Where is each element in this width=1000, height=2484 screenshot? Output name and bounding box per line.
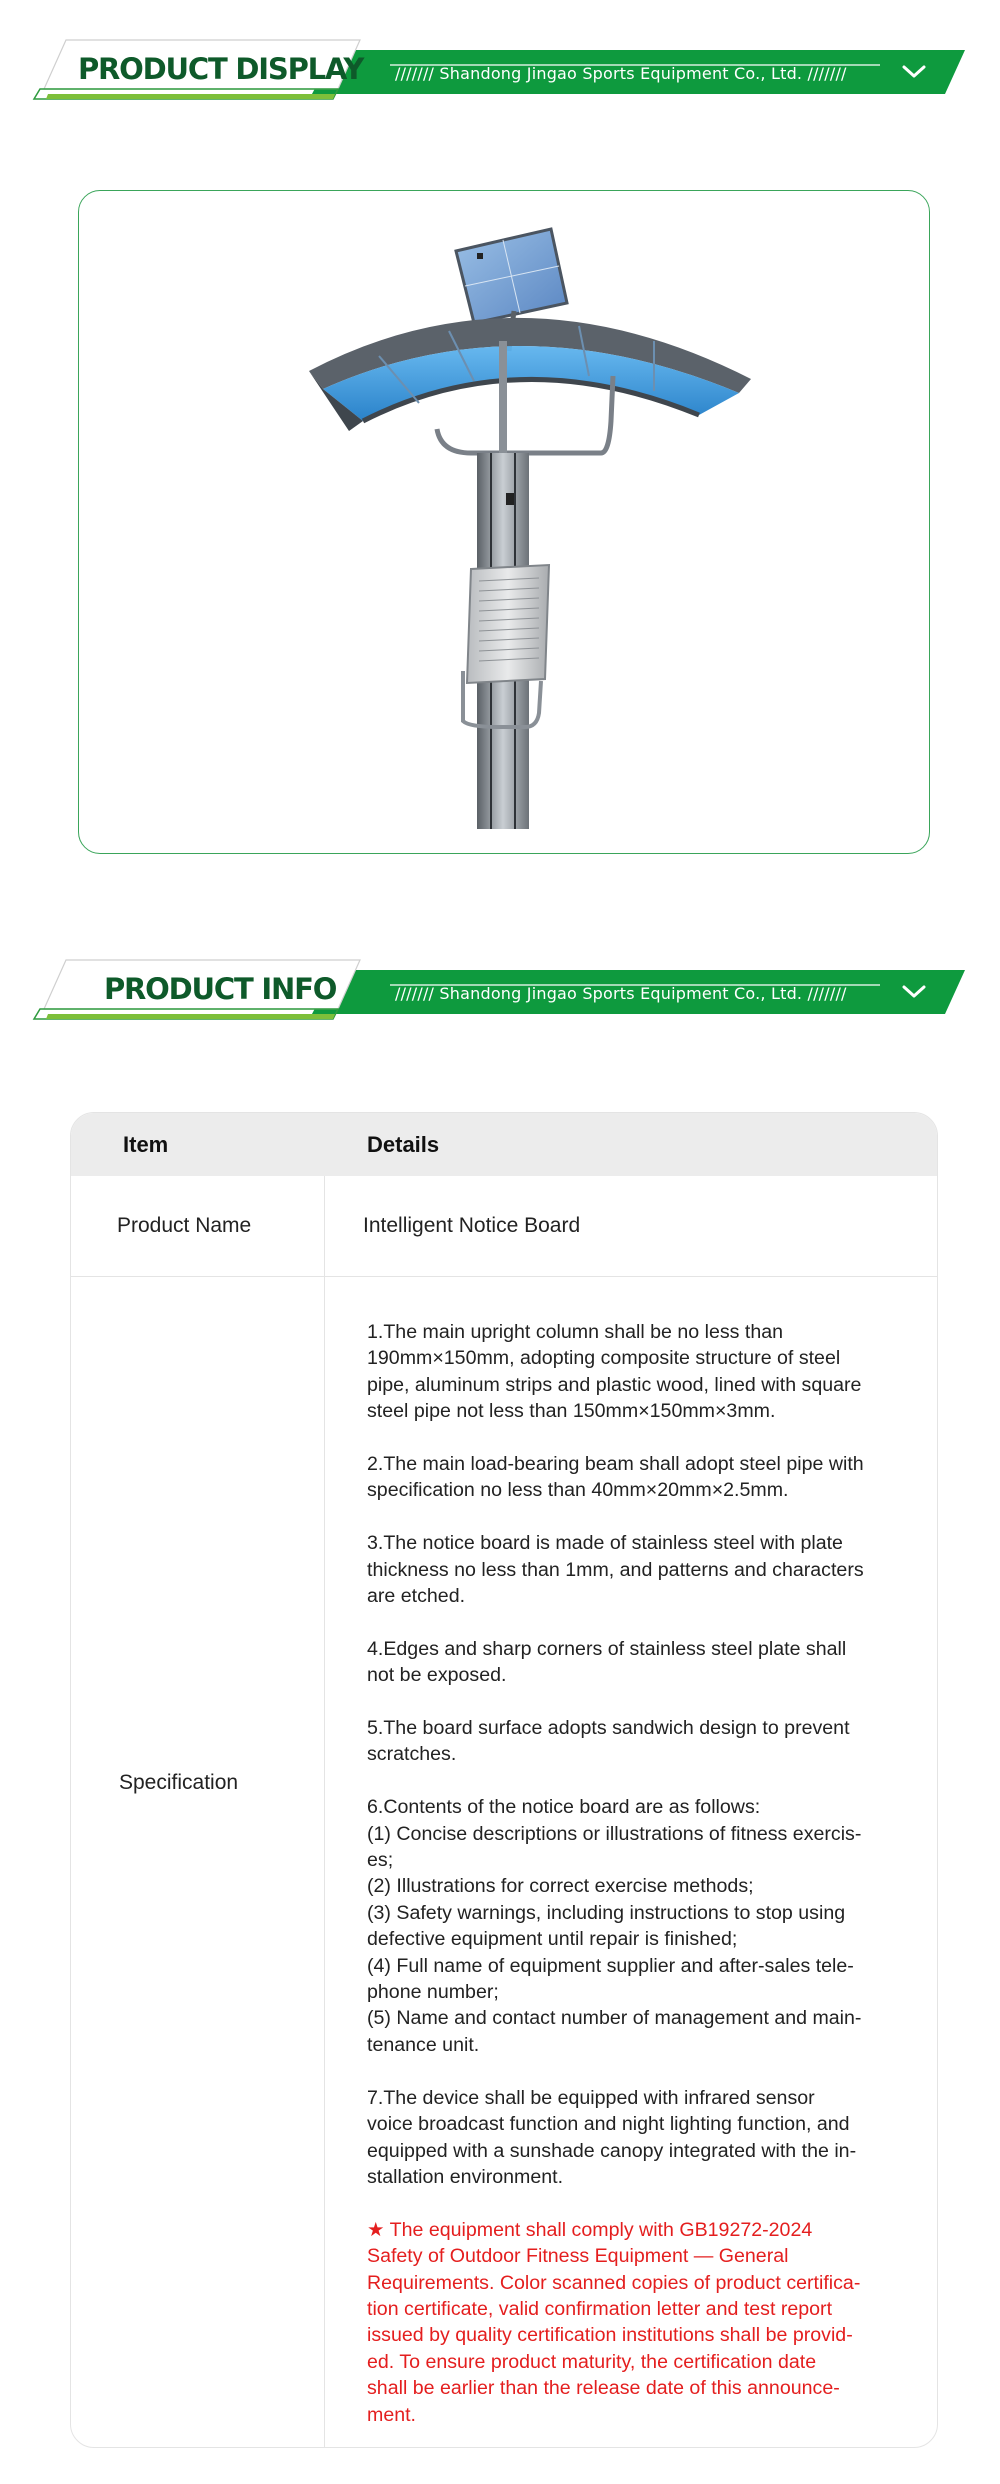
certification-notice: ★ The equipment shall comply with GB19272-2024 Safety of Outdoor Fitness Equipment — General Requirements. Color scanned copies of product certifica- tion certificate, valid confirmation letter and test report issued by quality certification institutions shall be provid- ed. To ensure product maturity, the certification date shall be earlier than the release date of this announce- ment.	[367, 2218, 861, 2426]
product-image	[79, 191, 931, 855]
spec-item: 6.Contents of the notice board are as follows: (1) Concise descriptions or illustrations of fitness exercis- es; (2) Illustrations for correct exercise methods; (3) Safety warnings, including instructions to stop using defective equipment until repair is finished; (4) Full name of equipment supplier and after-sales tele- phone number; (5) Name and contact number of management and main- tenance unit.	[367, 1796, 862, 2056]
section-banner-info	[0, 954, 1000, 1044]
company-tagline: /////// Shandong Jingao Sports Equipment Co., Ltd. ///////	[395, 984, 847, 1003]
specification-details	[367, 1319, 912, 2428]
row-value-product-name: Intelligent Notice Board	[363, 1214, 581, 1237]
row-label-specification: Specification	[119, 1771, 239, 1794]
section-title: PRODUCT DISPLAY	[78, 52, 364, 86]
row-label-product-name: Product Name	[117, 1214, 252, 1237]
header-item: Item	[123, 1132, 169, 1157]
spec-item: 7.The device shall be equipped with infrared sensor voice broadcast function and night lighting function, and equipped with a sunshade canopy integrated with the in- stallation environment.	[367, 2086, 857, 2188]
spec-item: 1.The main upright column shall be no less than 190mm×150mm, adopting composite structure of steel pipe, aluminum strips and plastic wood, lined with square steel pipe not less than 150mm×150mm×3mm.	[367, 1321, 862, 1423]
product-info-table	[70, 1112, 938, 2448]
spec-item: 2.The main load-bearing beam shall adopt steel pipe with specification no less than 40mm×20mm×2.5mm.	[367, 1453, 864, 1502]
row-divider	[71, 1276, 938, 1277]
chevron-down-icon[interactable]	[900, 58, 928, 86]
spec-item: 4.Edges and sharp corners of stainless steel plate shall not be exposed.	[367, 1637, 847, 1687]
chevron-down-icon[interactable]	[900, 978, 928, 1006]
section-title: PRODUCT INFO	[104, 972, 337, 1006]
table-header	[71, 1113, 938, 1176]
spec-item: 3.The notice board is made of stainless steel with plate thickness no less than 1mm, and patterns and characters are etched.	[367, 1532, 864, 1608]
spec-item: 5.The board surface adopts sandwich design to prevent scratches.	[367, 1717, 850, 1766]
column-divider	[324, 1176, 325, 2448]
company-tagline: /////// Shandong Jingao Sports Equipment Co., Ltd. ///////	[395, 64, 847, 83]
section-banner-display	[0, 34, 1000, 124]
header-details: Details	[367, 1132, 440, 1157]
product-image-frame	[78, 190, 930, 854]
